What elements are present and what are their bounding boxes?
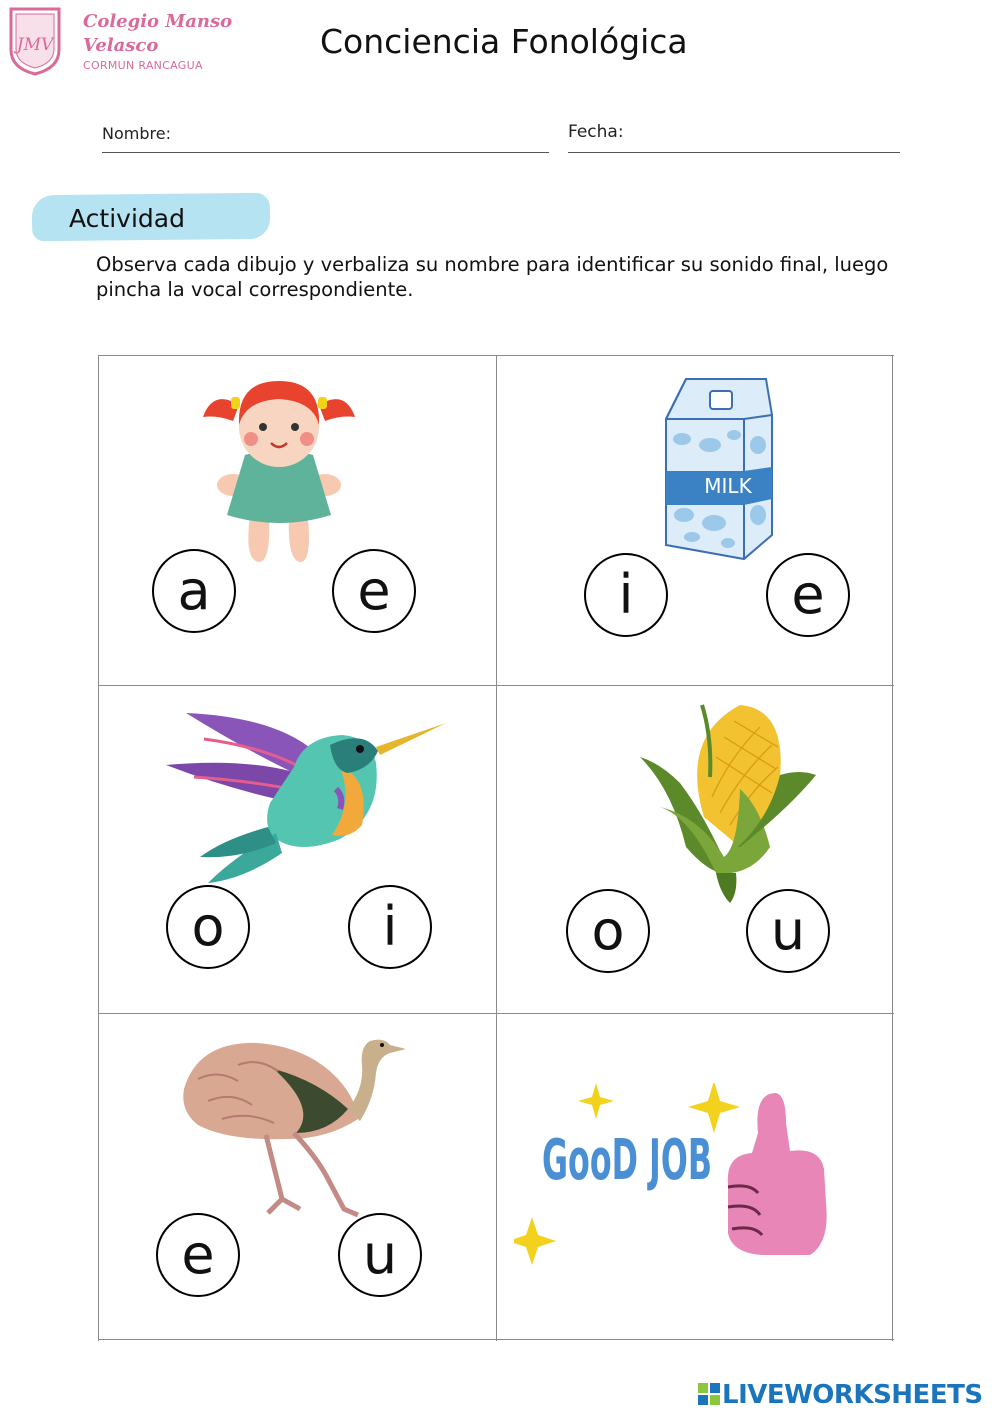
instructions-text: Observa cada dibujo y verbaliza su nombre para identificar su sonido final, luego pincha la vocal correspondiente.	[96, 253, 889, 301]
vowel-option-e[interactable]: e	[332, 549, 416, 633]
liveworksheets-logo-icon	[698, 1383, 720, 1405]
page-title: Conciencia Fonológica	[320, 22, 688, 61]
grid-border-right	[892, 355, 893, 1341]
date-field-line	[568, 152, 900, 153]
vowel-option-a[interactable]: a	[152, 549, 236, 633]
card-corn	[496, 685, 892, 1013]
vowel-option-i[interactable]: i	[348, 885, 432, 969]
doll-icon	[193, 365, 363, 565]
logo-monogram: JMV	[16, 35, 54, 55]
vowel-option-u[interactable]: u	[746, 889, 830, 973]
good-job-icon	[514, 1083, 838, 1283]
good-job-text: GooD JOB	[542, 1128, 712, 1193]
grid-border-bottom	[98, 1339, 894, 1340]
vowel-option-e[interactable]: e	[156, 1213, 240, 1297]
vowel-option-u[interactable]: u	[338, 1213, 422, 1297]
name-field-line	[102, 152, 549, 153]
hummingbird-icon	[164, 707, 450, 891]
rhea-icon	[178, 1029, 408, 1219]
date-label: Fecha:	[568, 122, 624, 142]
vowel-option-o[interactable]: o	[166, 885, 250, 969]
liveworksheets-brand: LIVEWORKSHEETS	[722, 1380, 983, 1410]
card-rhea	[98, 1013, 496, 1339]
milk-label: MILK	[704, 474, 752, 498]
milk-carton-icon	[662, 375, 776, 561]
school-logo-icon	[8, 6, 62, 76]
exercise-grid	[98, 355, 894, 1341]
card-milk	[496, 355, 892, 685]
card-good-job	[496, 1013, 892, 1339]
card-hummingbird	[98, 685, 496, 1013]
school-subtitle: CORMUN RANCAGUA	[83, 59, 203, 72]
name-label: Nombre:	[102, 124, 171, 143]
vowel-option-i[interactable]: i	[584, 553, 668, 637]
corn-icon	[620, 697, 820, 907]
vowel-option-o[interactable]: o	[566, 889, 650, 973]
card-doll	[98, 355, 496, 685]
vowel-option-e[interactable]: e	[766, 553, 850, 637]
school-name: Colegio Manso Velasco	[83, 11, 233, 56]
activity-label: Actividad	[69, 204, 185, 233]
